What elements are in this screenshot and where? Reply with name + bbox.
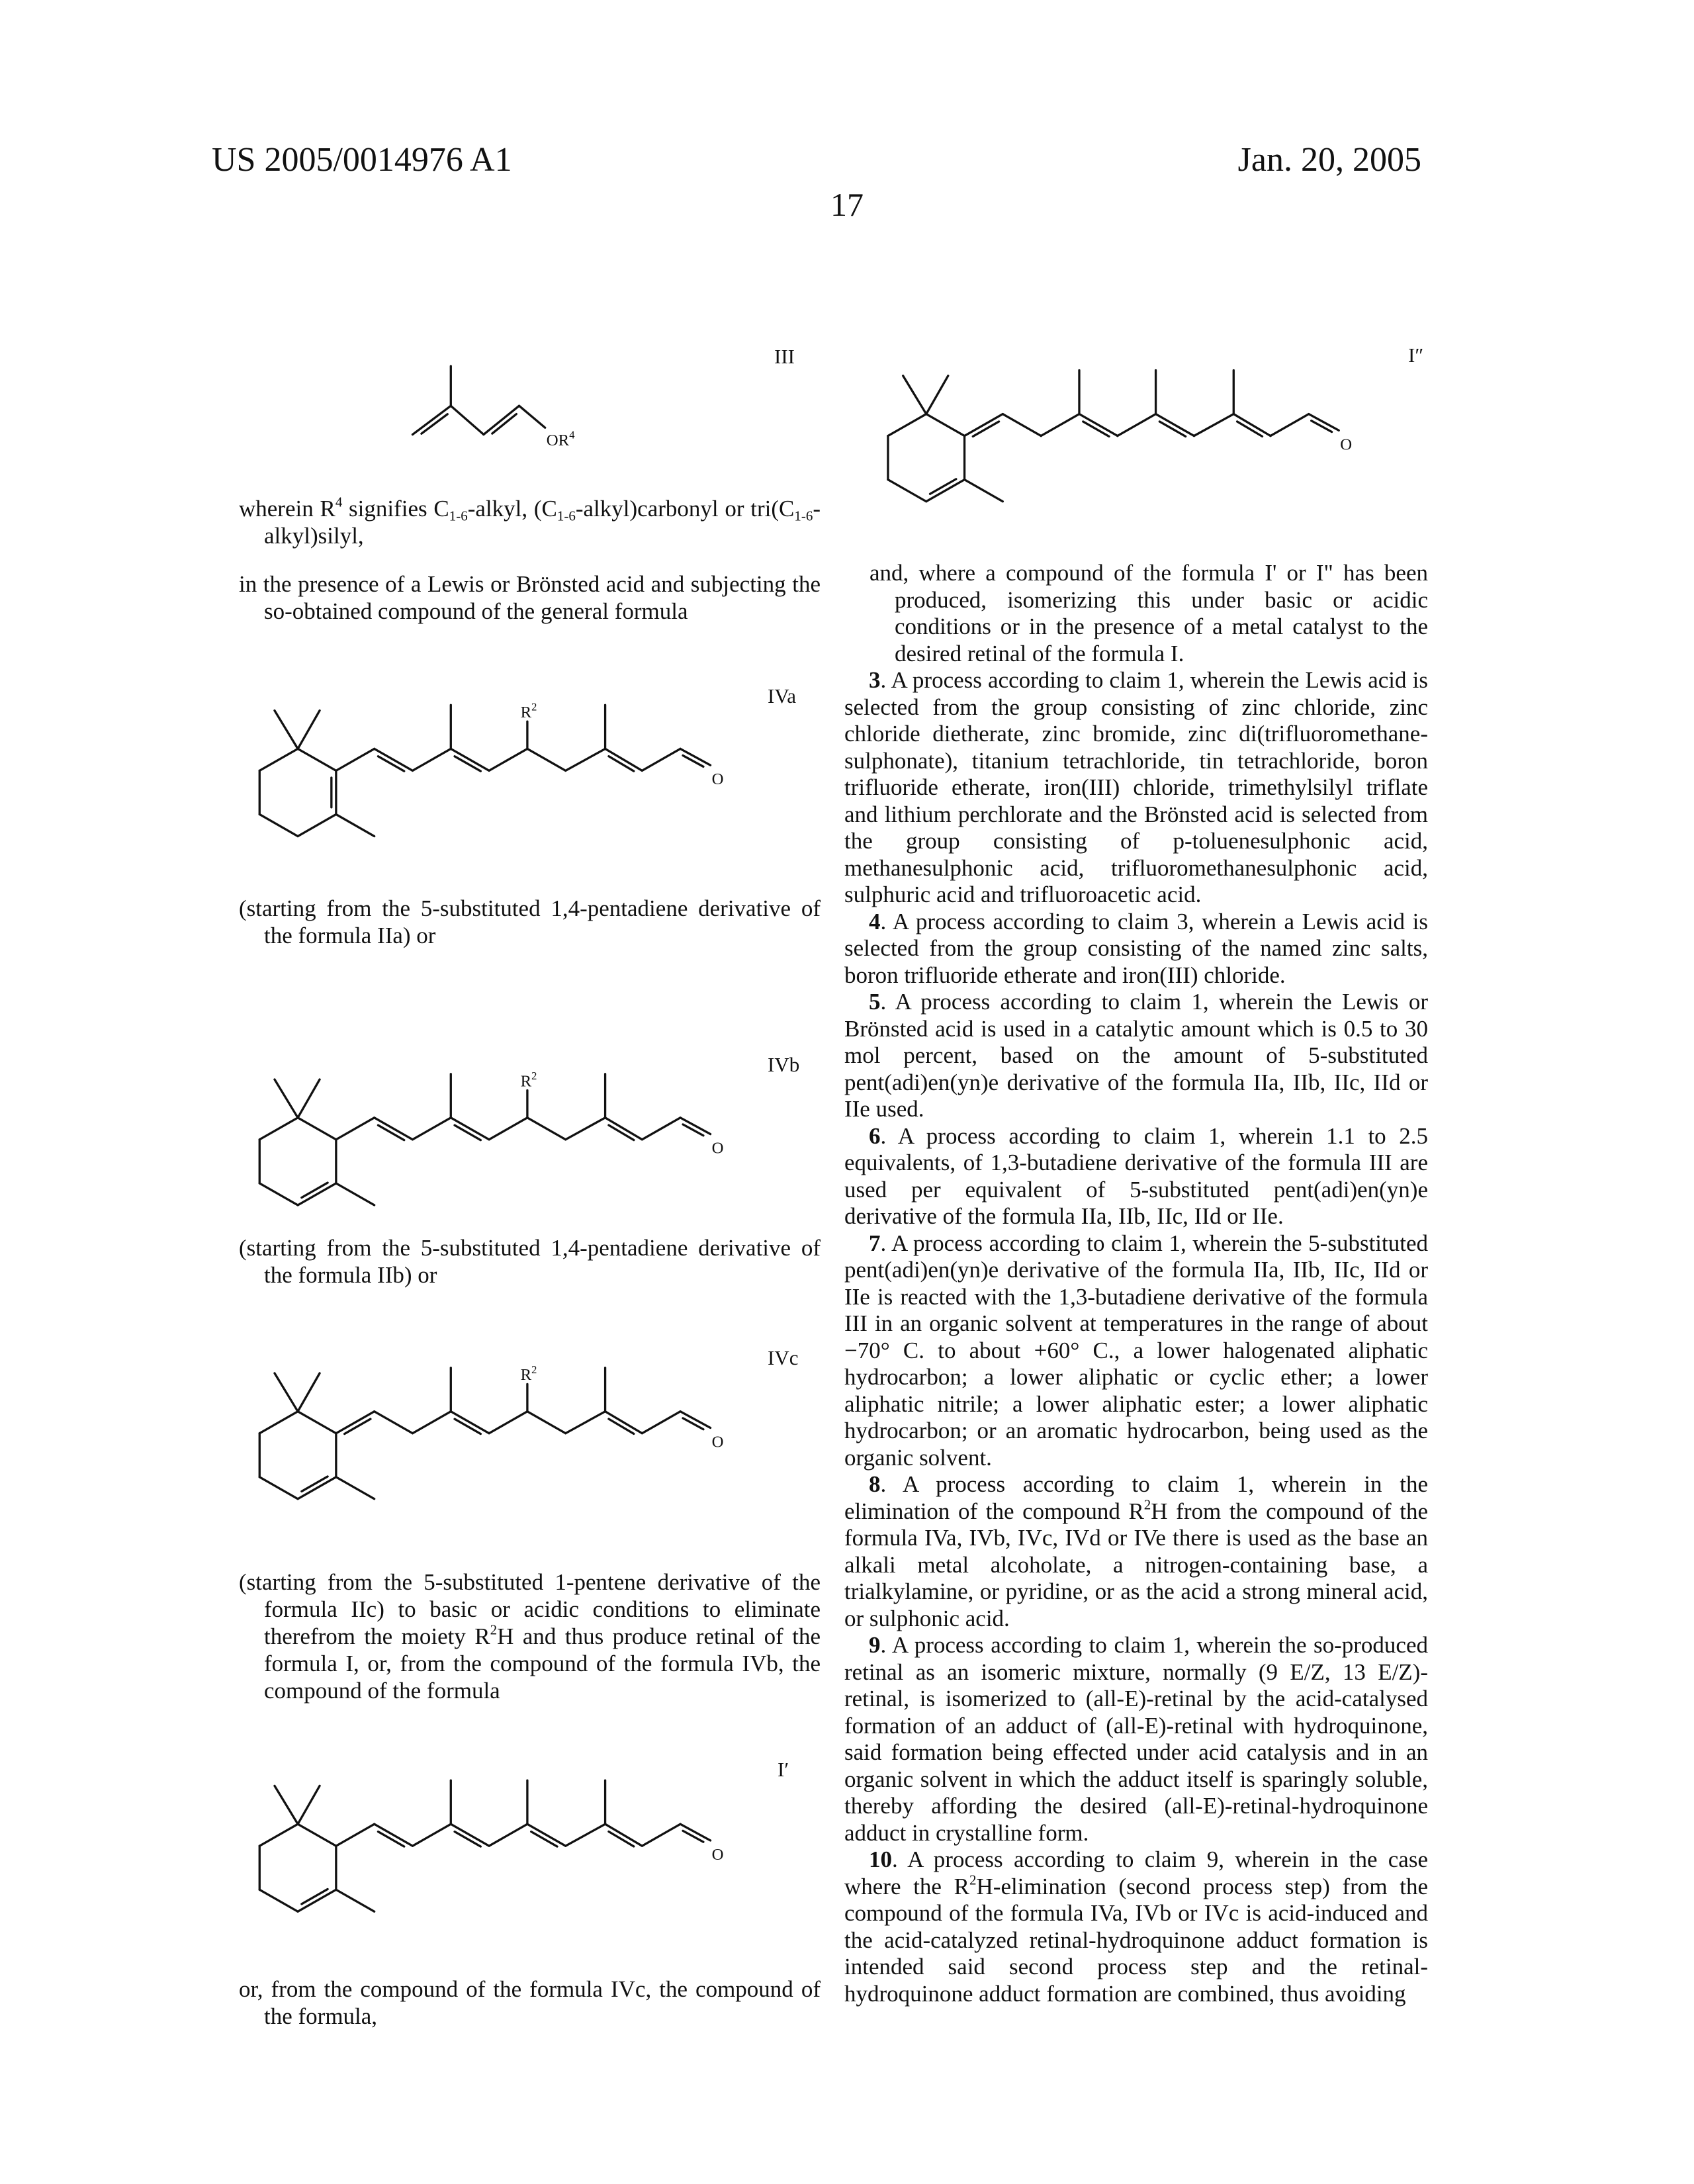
bond: [527, 749, 566, 770]
bond: [605, 1118, 643, 1140]
bond: [336, 814, 375, 836]
text-run: or, from the compound of the formula IVc, the compound of the formula,: [239, 1976, 821, 2029]
bond: [1079, 414, 1118, 436]
oxygen-label: O: [712, 1433, 724, 1451]
bond: [259, 1824, 298, 1846]
bond: [451, 406, 484, 434]
claim-6: [844, 1123, 1428, 1230]
bond: [412, 406, 451, 434]
bond: [336, 1183, 375, 1205]
bond: [336, 1889, 375, 1911]
bond: [926, 376, 948, 414]
structure-IVb: [259, 1069, 723, 1205]
bond: [259, 749, 298, 770]
bond: [489, 749, 527, 770]
formula-label-I-prime: I′: [778, 1758, 789, 1781]
superscript: 2: [1144, 1496, 1151, 1512]
page-number: 17: [0, 185, 1694, 224]
bond: [336, 1477, 375, 1499]
text-run: H and thus produce retinal of the formula I, or, from the compound of the formula IVb, the compound of the formula: [264, 1623, 821, 1704]
patent-number: US 2005/0014976 A1: [212, 140, 512, 180]
claim-number: 4: [869, 909, 881, 934]
text-run: . A process according to claim 1, wherein 1.1 to 2.5 equivalents, of 1,3-butadiene derivative of the formula III are used per equivalent of 5-substituted pent(adi)en(yn)e derivative of the formula IIa, IIb, IIc, IId or IIe.: [844, 1123, 1428, 1230]
bond: [566, 1824, 605, 1846]
text-run: (starting from the 5-substituted 1,4-pentadiene derivative of the formula IIb) or: [239, 1235, 821, 1288]
formula-label-IVb: IVb: [768, 1054, 799, 1076]
bond: [336, 1118, 375, 1140]
bond: [375, 749, 413, 770]
label-index: 2: [531, 1363, 537, 1376]
structure-I-double-prime: [888, 371, 1352, 502]
r2-substituent-label: [521, 1069, 537, 1090]
bond: [275, 1786, 298, 1824]
text-run: in the presence of a Lewis or Brönsted acid and subjecting the so-obtained compound of the general formula: [239, 571, 821, 624]
bond: [451, 1824, 489, 1846]
bond: [298, 1786, 320, 1824]
bond: [298, 1118, 336, 1140]
claim-number: 7: [869, 1230, 881, 1256]
bond: [412, 1118, 451, 1140]
paragraph-r4-definition: [239, 495, 821, 549]
bond: [888, 480, 926, 502]
claim-3: [844, 667, 1428, 909]
text-run: -alkyl, (C: [468, 496, 557, 522]
paragraph-starting-IIc: [239, 1569, 821, 1704]
claim-number: 9: [869, 1632, 881, 1658]
r2-substituent-label: [521, 1363, 537, 1384]
structure-III: [412, 366, 574, 449]
double-bond-line: [683, 1831, 703, 1842]
bond: [1003, 414, 1041, 436]
bond: [375, 1412, 413, 1433]
bond: [275, 1079, 298, 1118]
superscript: 4: [335, 494, 343, 510]
bond: [605, 1824, 643, 1846]
claim-number: 3: [869, 667, 881, 693]
text-run: H from the compound of the formula IVa, IVb, IVc, IVd or IVe there is used as the base an alkali metal alcoholate, a nitrogen-containing base, a trialkylamine, or pyridine, or as the acid a strong mineral acid, or sulphonic acid.: [844, 1498, 1428, 1631]
bond: [336, 1824, 375, 1846]
bond: [642, 1118, 680, 1140]
bond: [489, 1118, 527, 1140]
oxygen-label: O: [712, 770, 724, 788]
formula-label-IVc: IVc: [768, 1347, 798, 1369]
structure-IVc: [259, 1363, 723, 1499]
text-run: (starting from the 5-substituted 1,4-pentadiene derivative of the formula IIa) or: [239, 895, 821, 948]
text-run: signifies C: [342, 496, 449, 522]
bond: [1270, 414, 1309, 436]
bond: [566, 1118, 605, 1140]
label-main: R: [521, 1072, 532, 1090]
text-run: . A process according to claim 1, wherein the so-produced retinal as an isomeric mixture, normally (9 E/Z, 13 E/Z)-retinal, is isomerized to (all-E)-retinal by the acid-catalysed formation of an adduct of (all-E)-retinal with hydroquinone, said formation being effected under acid catalysis and in an organic solvent in which the adduct itself is sparingly soluble, thereby affording the desired (all-E)-retinal-hydroquinone adduct in crystalline form.: [844, 1632, 1428, 1846]
text-run: (starting from the 5-substituted 1-pentene derivative of the formula IIc) to basic or acidic conditions to eliminate therefrom the moiety R: [239, 1569, 821, 1649]
label-main: R: [521, 704, 532, 721]
subscript: 1-6: [449, 508, 468, 523]
bond: [888, 414, 926, 436]
claim-10: [844, 1846, 1428, 2007]
bond: [298, 1477, 336, 1499]
oxygen-label: O: [712, 1139, 724, 1157]
paragraph-lewis-acid: [239, 570, 821, 625]
structure-IVa: [259, 701, 723, 837]
bond: [298, 749, 336, 770]
claim-number: 6: [869, 1123, 881, 1149]
text-run: -alkyl)silyl,: [264, 496, 821, 549]
bond: [412, 1824, 451, 1846]
bond: [926, 480, 965, 502]
bond: [642, 749, 680, 770]
claim-number: 8: [869, 1471, 881, 1497]
r2-substituent-label: [521, 701, 537, 721]
bond: [451, 1118, 489, 1140]
paragraph-starting-IIa: [239, 895, 821, 949]
structure-I-prime: [259, 1780, 723, 1911]
bond: [903, 376, 926, 414]
text-run: . A process according to claim 1, wherein the Lewis acid is selected from the group consisting of zinc chloride, zinc chloride dietherate, zinc bromide, zinc di(trifluoromethane-sulphonate), titanium tetrachloride, tin tetrachloride, boron trifluoride etherate, iron(III) chloride, trimethylsilyl triflate and lithium perchlorate and the Brönsted acid is selected from the group consisting of p-toluenesulphonic acid, methanesulphonic acid, trifluoromethanesulphonic acid, sulphuric acid and trifluoroacetic acid.: [844, 667, 1428, 907]
bond: [298, 1079, 320, 1118]
paragraph-starting-IIb: [239, 1234, 821, 1289]
bond: [642, 1412, 680, 1433]
publication-date: Jan. 20, 2005: [1238, 140, 1421, 180]
claim-4: [844, 909, 1428, 989]
double-bond-line: [683, 1418, 703, 1430]
text-run: wherein R: [239, 496, 335, 522]
claim-number: 10: [869, 1846, 892, 1872]
bond: [412, 1412, 451, 1433]
bond: [298, 1889, 336, 1911]
bond: [489, 1412, 527, 1433]
double-bond-line: [683, 756, 703, 767]
double-bond-line: [1312, 421, 1332, 432]
bond: [259, 1412, 298, 1433]
bond: [298, 1183, 336, 1205]
text-run: and, where a compound of the formula I' or I" has been produced, isomerizing this under basic or acidic conditions or in the presence of a metal catalyst to the desired retinal of the formula I.: [869, 560, 1428, 666]
text-run: . A process according to claim 9, wherein in the case where the R: [844, 1846, 1428, 1899]
text-run: . A process according to claim 1, wherein in the elimination of the compound R: [844, 1471, 1428, 1524]
text-run: H-elimination (second process step) from the compound of the formula IVa, IVb or IVc is acid-induced and the acid-catalyzed retinal-hydroquinone adduct formation is intended said second process step and the retinal-hydroquinone adduct formation are combined, thus avoiding: [844, 1874, 1428, 2007]
bond: [527, 1412, 566, 1433]
bond: [489, 1824, 527, 1846]
bond: [605, 1412, 643, 1433]
claim-7: [844, 1230, 1428, 1472]
bond: [965, 480, 1003, 502]
bond: [336, 749, 375, 770]
text-run: . A process according to claim 1, wherein the 5-substituted pent(adi)en(yn)e derivative of the formula IIa, IIb, IIc, IId or IIe is reacted with the 1,3-butadiene derivative of the formula III in an organic solvent at temperatures in the range of about −70° C. to about +60° C., a lower halogenated aliphatic hydrocarbon; a lower aliphatic or cyclic ether; a lower aliphatic nitrile; a lower aliphatic ester; a lower aliphatic hydrocarbon; or an aromatic hydrocarbon, being used as the organic solvent.: [844, 1230, 1428, 1471]
claim-number: 5: [869, 989, 881, 1015]
bond: [1233, 414, 1270, 436]
bond: [412, 749, 451, 770]
bond: [642, 1824, 680, 1846]
or4-group-label: [547, 429, 575, 449]
bond: [451, 749, 489, 770]
claim-8: [844, 1471, 1428, 1632]
formula-label-IVa: IVa: [768, 685, 796, 707]
paragraph-isomerizing: [844, 560, 1428, 667]
bond: [259, 1118, 298, 1140]
claims-list: [844, 667, 1428, 2007]
bond: [519, 406, 545, 428]
bond: [1118, 414, 1156, 436]
bond: [566, 749, 605, 770]
bond: [1156, 414, 1194, 436]
claim-9: [844, 1632, 1428, 1846]
paragraph-from-IVc: [239, 1976, 821, 2030]
bond: [527, 1118, 566, 1140]
claim-5: [844, 989, 1428, 1123]
superscript: 2: [969, 1872, 977, 1888]
bond: [375, 1118, 413, 1140]
bond: [1041, 414, 1079, 436]
text-run: -alkyl)carbonyl or tri(C: [576, 496, 794, 522]
bond: [298, 1412, 336, 1433]
superscript: 2: [490, 1621, 498, 1637]
bond: [298, 711, 320, 749]
label-index: 2: [531, 701, 537, 713]
label-index: 2: [531, 1069, 537, 1082]
formula-label-I-double-prime: I″: [1408, 344, 1423, 367]
bond: [527, 1824, 566, 1846]
subscript: 1-6: [557, 508, 576, 523]
label-main: R: [521, 1366, 532, 1384]
double-bond-line: [683, 1124, 703, 1136]
bond: [275, 1373, 298, 1412]
bond: [298, 814, 336, 836]
text-run: . A process according to claim 3, wherein a Lewis acid is selected from the group consisting of the named zinc salts, boron trifluoride etherate and iron(III) chloride.: [844, 909, 1428, 988]
bond: [605, 749, 643, 770]
label-main: OR: [547, 432, 570, 449]
bond: [259, 1889, 298, 1911]
bond: [275, 711, 298, 749]
bond: [259, 1183, 298, 1205]
subscript: 1-6: [794, 508, 813, 523]
bond: [926, 414, 965, 436]
bond: [259, 1477, 298, 1499]
bond: [336, 1412, 375, 1433]
bond: [484, 406, 519, 434]
text-run: . A process according to claim 1, wherein the Lewis or Brönsted acid is used in a catalytic amount which is 0.5 to 30 mol percent, based on the amount of 5-substituted pent(adi)en(yn)e derivative of the formula IIa, IIb, IIc, IId or IIe used.: [844, 989, 1428, 1122]
bond: [566, 1412, 605, 1433]
bond: [298, 1373, 320, 1412]
bond: [1194, 414, 1233, 436]
claims-column: [844, 560, 1428, 2007]
label-index: 4: [569, 429, 574, 441]
bond: [375, 1824, 413, 1846]
bond: [965, 414, 1003, 436]
oxygen-label: O: [712, 1846, 724, 1864]
oxygen-label: O: [1340, 435, 1352, 453]
bond: [259, 814, 298, 836]
bond: [451, 1412, 489, 1433]
bond: [298, 1824, 336, 1846]
formula-label-III: III: [774, 345, 795, 368]
